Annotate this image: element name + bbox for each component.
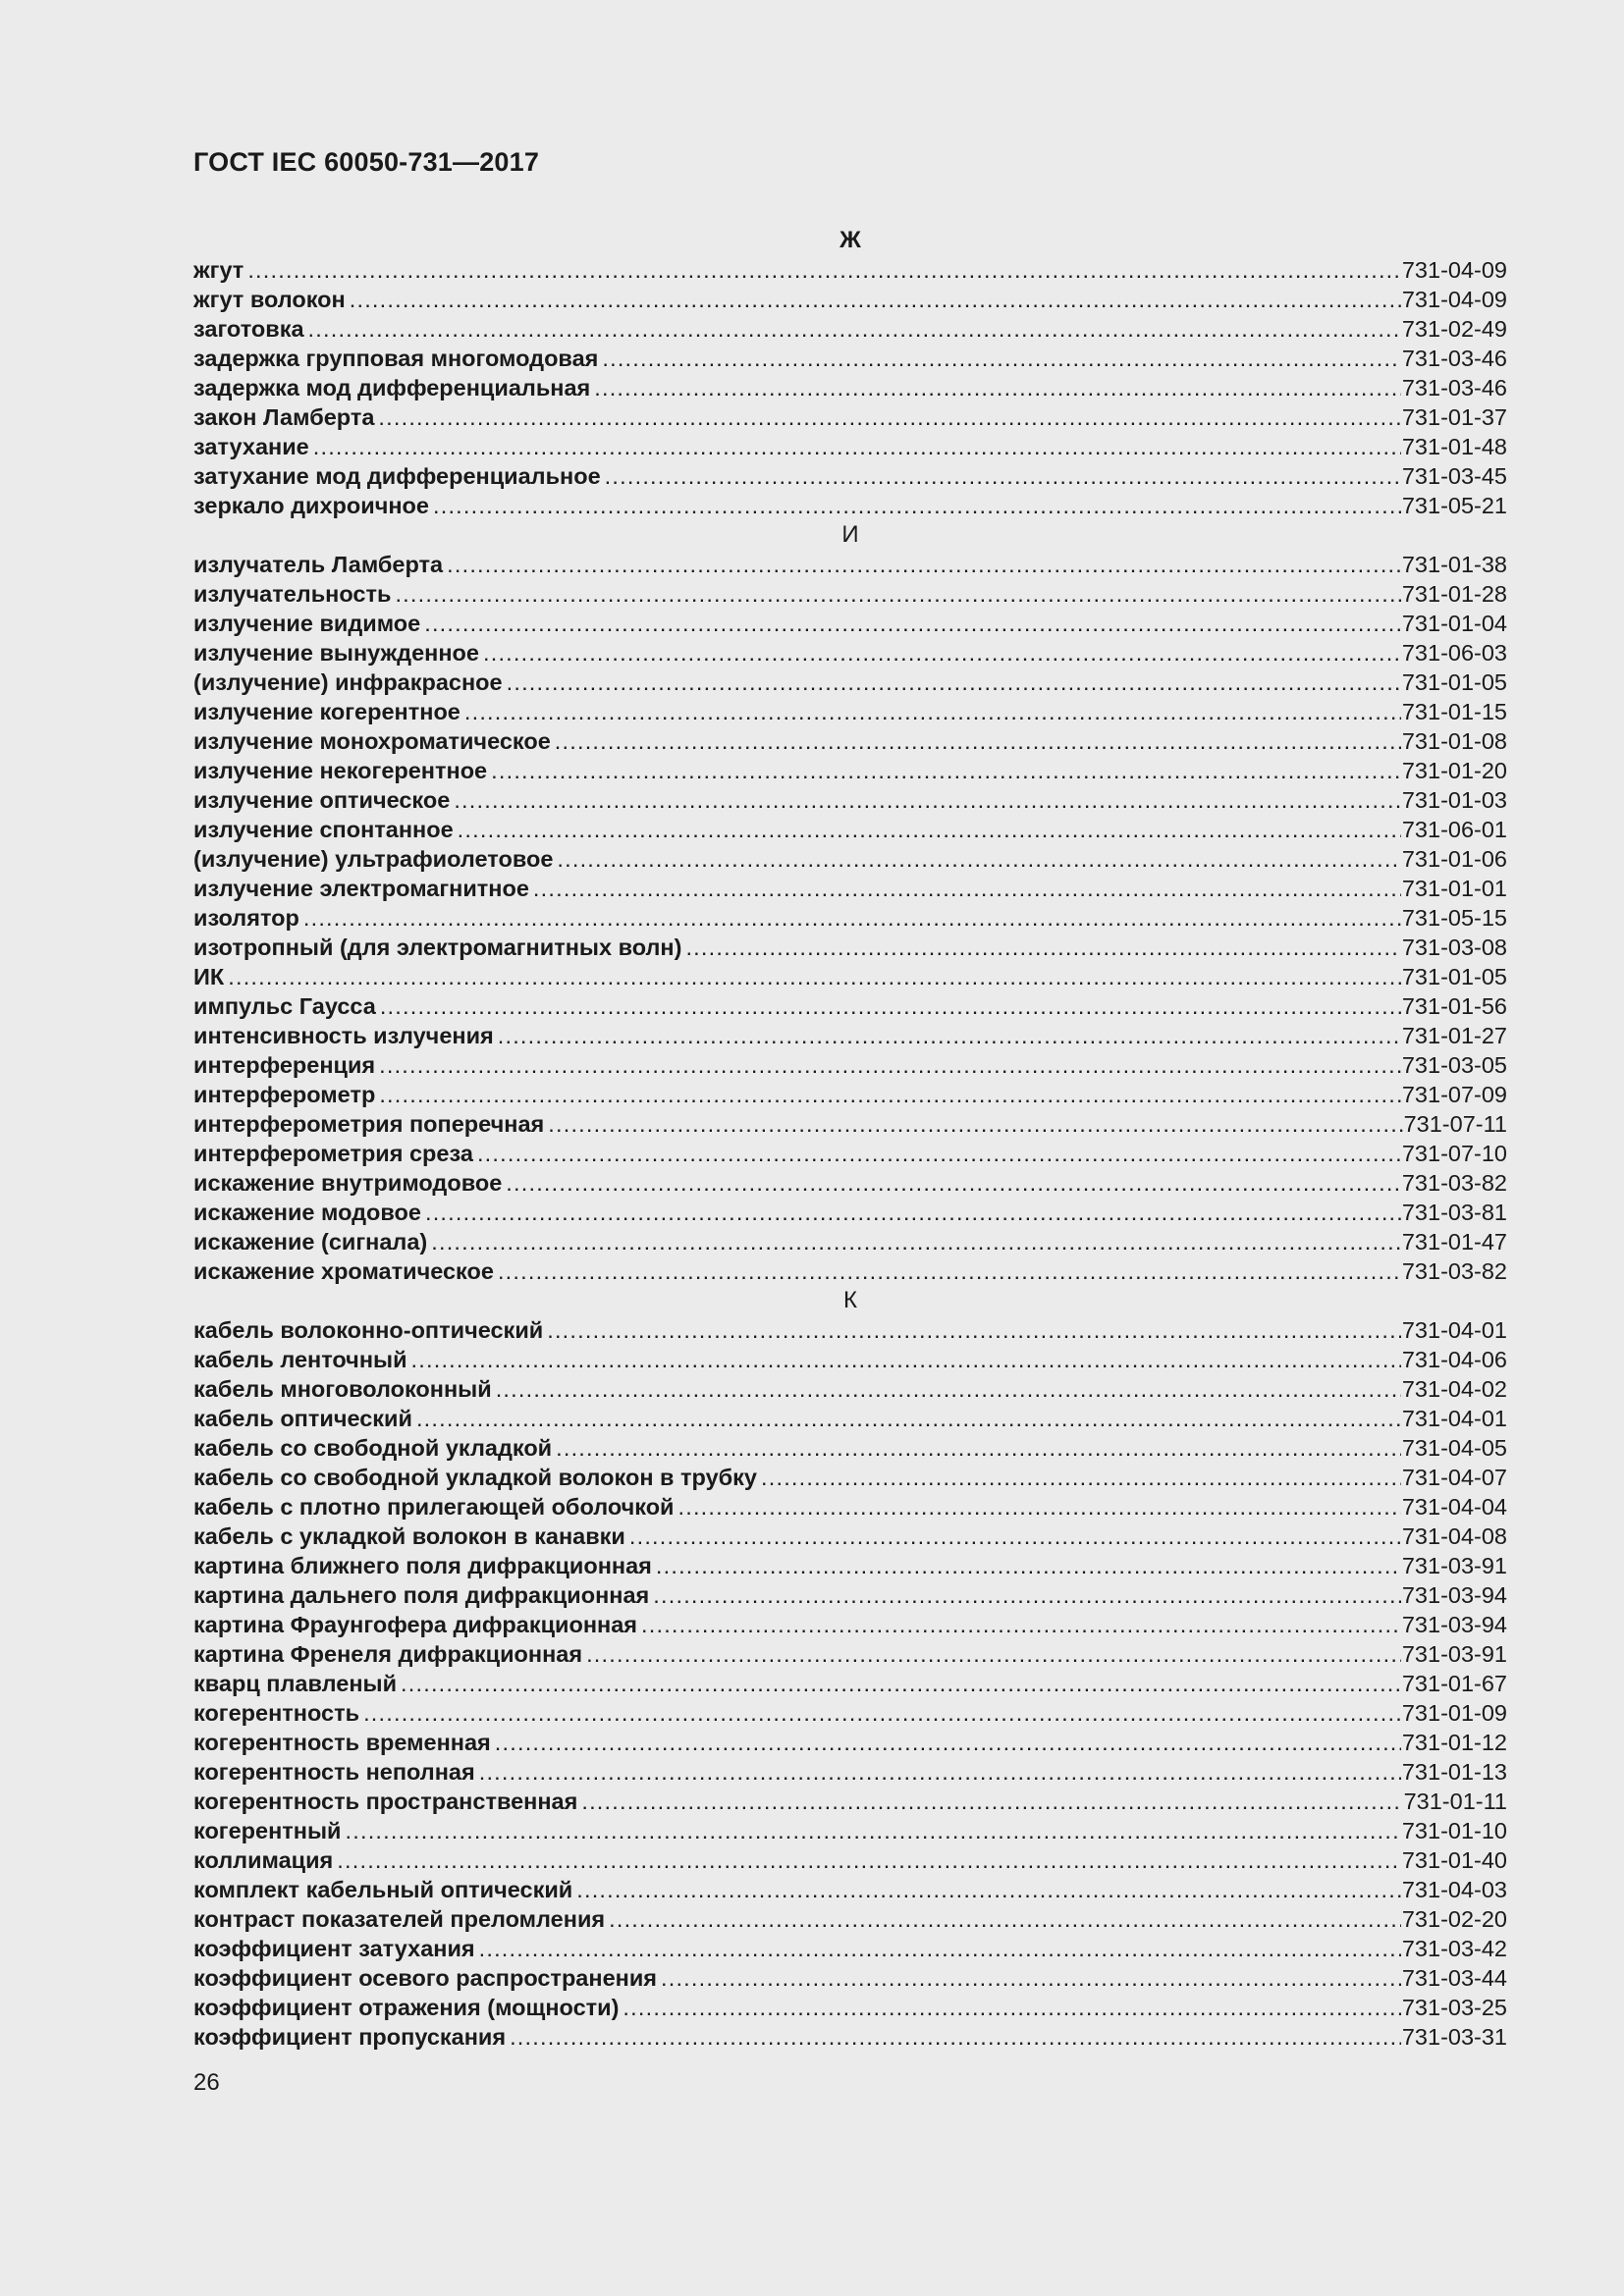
index-entry (193, 1522, 1507, 1551)
dot-leader (576, 1875, 1401, 1904)
dot-leader (363, 1698, 1401, 1728)
dot-leader (586, 1639, 1401, 1669)
index-entry (193, 903, 1507, 933)
index-entry (193, 1934, 1507, 1963)
index-term: когерентность неполная (193, 1759, 475, 1785)
index-entry (193, 697, 1507, 726)
dot-leader (491, 756, 1401, 785)
section-k-entries (193, 1315, 1507, 2052)
index-code: 731-03-46 (1401, 375, 1507, 400)
index-term: жгут (193, 257, 244, 283)
dot-leader (556, 1433, 1401, 1463)
index-code: 731-01-03 (1401, 787, 1507, 813)
dot-leader (483, 638, 1401, 667)
index-code: 731-01-37 (1401, 404, 1507, 430)
index-entry (193, 2022, 1507, 2052)
index-code: 731-04-05 (1401, 1435, 1507, 1461)
index-term: закон Ламберта (193, 404, 375, 430)
index-entry (193, 756, 1507, 785)
index-term: искажение (сигнала) (193, 1229, 428, 1255)
index-entry (193, 1139, 1507, 1168)
dot-leader (555, 726, 1401, 756)
index-code: 731-06-03 (1401, 640, 1507, 666)
index-term: импульс Гаусса (193, 993, 376, 1019)
index-term: когерентность пространственная (193, 1789, 578, 1814)
index-code: 731-05-21 (1401, 493, 1507, 518)
index-term: искажение модовое (193, 1200, 421, 1225)
index-term: ИК (193, 964, 225, 989)
dot-leader (433, 491, 1401, 520)
index-term: интерференция (193, 1052, 376, 1078)
index-entry (193, 1109, 1507, 1139)
index-term: искажение внутримодовое (193, 1170, 503, 1196)
index-code: 731-05-15 (1401, 905, 1507, 931)
index-code: 731-03-91 (1401, 1641, 1507, 1667)
index-entry (193, 1374, 1507, 1404)
index-entry (193, 1551, 1507, 1580)
index-term: интерферометр (193, 1082, 376, 1107)
index-term: интерферометрия среза (193, 1141, 473, 1166)
index-code: 731-01-56 (1401, 993, 1507, 1019)
index-entry (193, 844, 1507, 874)
dot-leader (479, 1934, 1401, 1963)
index-code: 731-04-08 (1401, 1523, 1507, 1549)
index-term: (излучение) ультрафиолетовое (193, 846, 554, 872)
dot-leader (653, 1580, 1401, 1610)
index-entry (193, 1345, 1507, 1374)
dot-leader (247, 255, 1401, 285)
index-entry (193, 255, 1507, 285)
index-term: кабель волоконно-оптический (193, 1317, 544, 1343)
dot-leader (498, 1256, 1401, 1286)
dot-leader (395, 579, 1400, 609)
dot-leader (379, 1080, 1401, 1109)
index-entry (193, 726, 1507, 756)
dot-leader (629, 1522, 1401, 1551)
section-letter-i: И (841, 521, 859, 548)
index-entry (193, 285, 1507, 314)
index-code: 731-02-49 (1401, 316, 1507, 342)
index-term: излучение когерентное (193, 699, 460, 724)
index-entry (193, 1757, 1507, 1787)
section-letter-zh: Ж (839, 227, 861, 253)
index-code: 731-07-10 (1401, 1141, 1507, 1166)
index-term: излучение спонтанное (193, 817, 454, 842)
dot-leader (533, 874, 1401, 903)
index-code: 731-01-08 (1401, 728, 1507, 754)
dot-leader (656, 1551, 1401, 1580)
index-code: 731-03-94 (1401, 1612, 1507, 1637)
dot-leader (506, 1168, 1401, 1198)
index-code: 731-03-94 (1401, 1582, 1507, 1608)
dot-leader (454, 785, 1401, 815)
index-code: 731-01-10 (1401, 1818, 1507, 1843)
index-term: картина Френеля дифракционная (193, 1641, 583, 1667)
index-code: 731-01-11 (1403, 1789, 1507, 1814)
index-entry (193, 785, 1507, 815)
index-code: 731-03-42 (1401, 1936, 1507, 1961)
index-code: 731-03-82 (1401, 1258, 1507, 1284)
index-code: 731-04-03 (1401, 1877, 1507, 1902)
index-entry (193, 1787, 1507, 1816)
dot-leader (605, 461, 1401, 491)
index-term: излучательность (193, 581, 392, 607)
index-code: 731-03-31 (1401, 2024, 1507, 2050)
dot-leader (350, 285, 1401, 314)
index-term: картина дальнего поля дифракционная (193, 1582, 650, 1608)
index-term: задержка мод дифференциальная (193, 375, 591, 400)
index-term: излучение вынужденное (193, 640, 479, 666)
index-code: 731-06-01 (1401, 817, 1507, 842)
index-code: 731-01-27 (1401, 1023, 1507, 1048)
index-term: (излучение) инфракрасное (193, 669, 503, 695)
index-code: 731-01-47 (1401, 1229, 1507, 1255)
index-code: 731-03-46 (1401, 346, 1507, 371)
index-entry (193, 1404, 1507, 1433)
index-code: 731-04-04 (1401, 1494, 1507, 1520)
dot-leader (594, 373, 1401, 402)
dot-leader (424, 609, 1401, 638)
index-term: когерентность временная (193, 1730, 491, 1755)
index-term: кабель многоволоконный (193, 1376, 492, 1402)
index-entry (193, 550, 1507, 579)
document-header: ГОСТ IEC 60050-731—2017 (193, 147, 540, 177)
index-entry (193, 579, 1507, 609)
index-term: излучение видимое (193, 611, 421, 636)
index-entry (193, 1875, 1507, 1904)
index-code: 731-04-02 (1401, 1376, 1507, 1402)
index-code: 731-03-45 (1401, 463, 1507, 489)
index-code: 731-01-15 (1401, 699, 1507, 724)
section-i-entries (193, 550, 1507, 1286)
dot-leader (479, 1757, 1401, 1787)
index-entry (193, 609, 1507, 638)
index-entry (193, 815, 1507, 844)
index-term: кабель со свободной укладкой волокон в трубку (193, 1465, 758, 1490)
index-term: излучение некогерентное (193, 758, 488, 783)
index-code: 731-03-44 (1401, 1965, 1507, 1991)
dot-leader (303, 903, 1401, 933)
dot-leader (761, 1463, 1401, 1492)
index-term: коэффициент затухания (193, 1936, 475, 1961)
index-entry (193, 1080, 1507, 1109)
index-term: задержка групповая многомодовая (193, 346, 599, 371)
dot-leader (411, 1345, 1401, 1374)
index-code: 731-01-05 (1401, 964, 1507, 989)
dot-leader (313, 432, 1401, 461)
index-entry (193, 1580, 1507, 1610)
index-term: заготовка (193, 316, 304, 342)
index-code: 731-04-06 (1401, 1347, 1507, 1372)
index-entry (193, 1168, 1507, 1198)
index-term: картина ближнего поля дифракционная (193, 1553, 652, 1578)
index-term: излучение оптическое (193, 787, 451, 813)
index-entry (193, 432, 1507, 461)
dot-leader (641, 1610, 1401, 1639)
index-code: 731-03-81 (1401, 1200, 1507, 1225)
index-term: интенсивность излучения (193, 1023, 494, 1048)
term-index (193, 226, 1507, 2052)
index-entry (193, 1492, 1507, 1522)
index-entry (193, 344, 1507, 373)
index-term: кабель ленточный (193, 1347, 407, 1372)
index-entry (193, 1021, 1507, 1050)
dot-leader (308, 314, 1401, 344)
dot-leader (228, 962, 1401, 991)
index-entry (193, 962, 1507, 991)
index-term: затухание мод дифференциальное (193, 463, 601, 489)
dot-leader (623, 1993, 1400, 2022)
section-letter-k: К (843, 1287, 857, 1313)
index-term: контраст показателей преломления (193, 1906, 606, 1932)
index-code: 731-01-12 (1401, 1730, 1507, 1755)
index-code: 731-01-40 (1401, 1847, 1507, 1873)
dot-leader (678, 1492, 1401, 1522)
index-entry (193, 1993, 1507, 2022)
dot-leader (464, 697, 1401, 726)
dot-leader (401, 1669, 1401, 1698)
index-entry (193, 667, 1507, 697)
dot-leader (510, 2022, 1401, 2052)
index-term: коэффициент пропускания (193, 2024, 507, 2050)
index-entry (193, 874, 1507, 903)
dot-leader (447, 550, 1401, 579)
dot-leader (602, 344, 1401, 373)
index-entry (193, 1698, 1507, 1728)
index-entry (193, 1845, 1507, 1875)
dot-leader (379, 1050, 1401, 1080)
dot-leader (458, 815, 1401, 844)
page-number: 26 (193, 2069, 220, 2096)
index-entry (193, 1227, 1507, 1256)
index-code: 731-04-01 (1401, 1406, 1507, 1431)
index-code: 731-04-09 (1401, 257, 1507, 283)
dot-leader (547, 1315, 1401, 1345)
dot-leader (496, 1374, 1401, 1404)
index-term: излучение монохроматическое (193, 728, 551, 754)
index-term: излучатель Ламберта (193, 552, 444, 577)
dot-leader (337, 1845, 1401, 1875)
index-term: затухание (193, 434, 309, 459)
index-code: 731-04-09 (1401, 287, 1507, 312)
index-entry (193, 1639, 1507, 1669)
index-code: 731-01-06 (1401, 846, 1507, 872)
index-code: 731-01-05 (1401, 669, 1507, 695)
index-entry (193, 491, 1507, 520)
index-code: 731-03-82 (1401, 1170, 1507, 1196)
dot-leader (507, 667, 1401, 697)
index-term: кварц плавленый (193, 1671, 398, 1696)
index-code: 731-03-25 (1401, 1995, 1507, 2020)
index-term: коэффициент осевого распространения (193, 1965, 657, 1991)
index-term: излучение электромагнитное (193, 876, 529, 901)
dot-leader (378, 402, 1400, 432)
index-code: 731-04-07 (1401, 1465, 1507, 1490)
index-entry (193, 1050, 1507, 1080)
index-entry (193, 991, 1507, 1021)
index-entry (193, 1463, 1507, 1492)
index-entry (193, 1963, 1507, 1993)
dot-leader (425, 1198, 1401, 1227)
index-code: 731-02-20 (1401, 1906, 1507, 1932)
dot-leader (431, 1227, 1401, 1256)
index-term: изотропный (для электромагнитных волн) (193, 934, 682, 960)
index-term: зеркало дихроичное (193, 493, 429, 518)
index-code: 731-01-13 (1401, 1759, 1507, 1785)
index-entry (193, 1198, 1507, 1227)
index-entry (193, 1315, 1507, 1345)
index-code: 731-01-48 (1401, 434, 1507, 459)
index-term: когерентность (193, 1700, 360, 1726)
index-entry (193, 1669, 1507, 1698)
index-entry (193, 1728, 1507, 1757)
index-term: искажение хроматическое (193, 1258, 494, 1284)
index-code: 731-04-01 (1401, 1317, 1507, 1343)
dot-leader (416, 1404, 1401, 1433)
dot-leader (380, 991, 1401, 1021)
index-code: 731-01-38 (1401, 552, 1507, 577)
index-term: коэффициент отражения (мощности) (193, 1995, 620, 2020)
index-entry (193, 1256, 1507, 1286)
index-entry (193, 1610, 1507, 1639)
dot-leader (346, 1816, 1401, 1845)
index-term: кабель оптический (193, 1406, 412, 1431)
index-entry (193, 933, 1507, 962)
index-code: 731-01-67 (1401, 1671, 1507, 1696)
index-code: 731-01-04 (1401, 611, 1507, 636)
index-term: кабель с укладкой волокон в канавки (193, 1523, 625, 1549)
index-entry (193, 1816, 1507, 1845)
section-zh-entries (193, 255, 1507, 520)
dot-leader (581, 1787, 1402, 1816)
dot-leader (548, 1109, 1402, 1139)
dot-leader (498, 1021, 1401, 1050)
index-code: 731-01-09 (1401, 1700, 1507, 1726)
index-term: кабель со свободной укладкой (193, 1435, 553, 1461)
index-entry (193, 402, 1507, 432)
index-entry (193, 314, 1507, 344)
dot-leader (661, 1963, 1401, 1993)
index-entry (193, 373, 1507, 402)
dot-leader (557, 844, 1400, 874)
index-code: 731-03-08 (1401, 934, 1507, 960)
index-term: жгут волокон (193, 287, 346, 312)
index-term: комплект кабельный оптический (193, 1877, 573, 1902)
index-term: интерферометрия поперечная (193, 1111, 545, 1137)
index-entry (193, 1904, 1507, 1934)
dot-leader (685, 933, 1400, 962)
dot-leader (609, 1904, 1401, 1934)
index-code: 731-07-09 (1401, 1082, 1507, 1107)
index-term: кабель с плотно прилегающей оболочкой (193, 1494, 675, 1520)
index-code: 731-03-91 (1401, 1553, 1507, 1578)
index-entry (193, 638, 1507, 667)
dot-leader (477, 1139, 1401, 1168)
index-term: изолятор (193, 905, 299, 931)
index-entry (193, 1433, 1507, 1463)
index-term: коллимация (193, 1847, 334, 1873)
dot-leader (495, 1728, 1401, 1757)
index-code: 731-03-05 (1401, 1052, 1507, 1078)
index-code: 731-01-28 (1401, 581, 1507, 607)
index-term: картина Фраунгофера дифракционная (193, 1612, 638, 1637)
index-code: 731-01-20 (1401, 758, 1507, 783)
index-entry (193, 461, 1507, 491)
index-term: когерентный (193, 1818, 342, 1843)
index-code: 731-07-11 (1403, 1111, 1507, 1137)
index-code: 731-01-01 (1401, 876, 1507, 901)
